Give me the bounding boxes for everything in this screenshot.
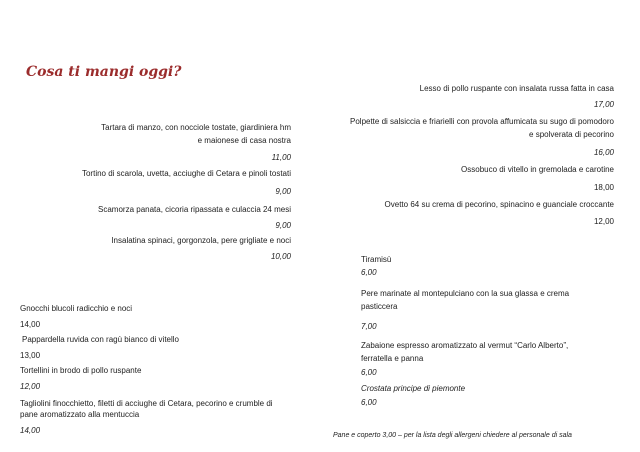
secondo-price: 17,00 (593, 100, 614, 109)
secondo-name: Lesso di pollo ruspante con insalata russa fatta in casa (419, 84, 614, 93)
dolce-name: Pere marinate al montepulciano con la sua glassa e crema (361, 289, 570, 298)
footer-note: Pane e coperto 3,00 – per la lista degli allergeni chiedere al personale di sala (333, 432, 572, 439)
primo-price: 14,00 (20, 320, 41, 329)
antipasto-price: 9,00 (275, 187, 291, 196)
dolce-price: 7,00 (361, 322, 377, 331)
menu-title: Cosa ti mangi oggi? (26, 64, 182, 80)
primo-name: Gnocchi blucoli radicchio e noci (20, 304, 133, 313)
antipasto-name: Insalatina spinaci, gorgonzola, pere grigliate e noci (111, 236, 291, 245)
secondo-name: Polpette di salsiccia e friarielli con provola affumicata su sugo di pomodoro (350, 117, 614, 126)
secondo-name: Ossobuco di vitello in gremolada e carotine (461, 165, 614, 174)
dolce-name: Tiramisù (361, 255, 392, 264)
dolce-name: Crostata principe di piemonte (361, 384, 466, 393)
secondo-name: e spolverata di pecorino (529, 130, 614, 139)
primo-name: Pappardella ruvida con ragù bianco di vitello (22, 335, 179, 344)
dolce-name: ferratella e panna (361, 354, 424, 363)
antipasto-name: Scamorza panata, cicoria ripassata e culaccia 24 mesi (98, 205, 291, 214)
primo-price: 12,00 (20, 382, 41, 391)
dolce-name: pasticcera (361, 302, 398, 311)
antipasto-price: 11,00 (271, 153, 291, 162)
antipasto-name: e maionese di casa nostra (197, 136, 291, 145)
primo-name: Tortellini in brodo di pollo ruspante (20, 366, 142, 375)
secondo-name: Ovetto 64 su crema di pecorino, spinacino e guanciale croccante (384, 200, 614, 209)
dolce-price: 6,00 (361, 268, 377, 277)
primo-name: Tagliolini finocchietto, filetti di acciughe di Cetara, pecorino e crumble di (20, 399, 273, 408)
secondo-price: 12,00 (593, 217, 614, 226)
dolce-price: 6,00 (361, 398, 377, 407)
antipasto-price: 10,00 (270, 252, 291, 261)
antipasto-name: Tartara di manzo, con nocciole tostate, giardiniera hm (101, 123, 291, 132)
secondo-price: 16,00 (593, 148, 614, 157)
secondo-price: 18,00 (593, 183, 614, 192)
primo-name: pane aromatizzato alla mentuccia (20, 410, 140, 419)
antipasto-name: Tortino di scarola, uvetta, acciughe di Cetara e pinoli tostati (81, 169, 291, 178)
primo-price: 14,00 (20, 426, 41, 435)
antipasto-price: 9,00 (275, 221, 291, 230)
dolce-name: Zabaione espresso aromatizzato al vermut “Carlo Alberto”, (361, 341, 569, 350)
primo-price: 13,00 (20, 351, 41, 360)
dolce-price: 6,00 (361, 368, 377, 377)
